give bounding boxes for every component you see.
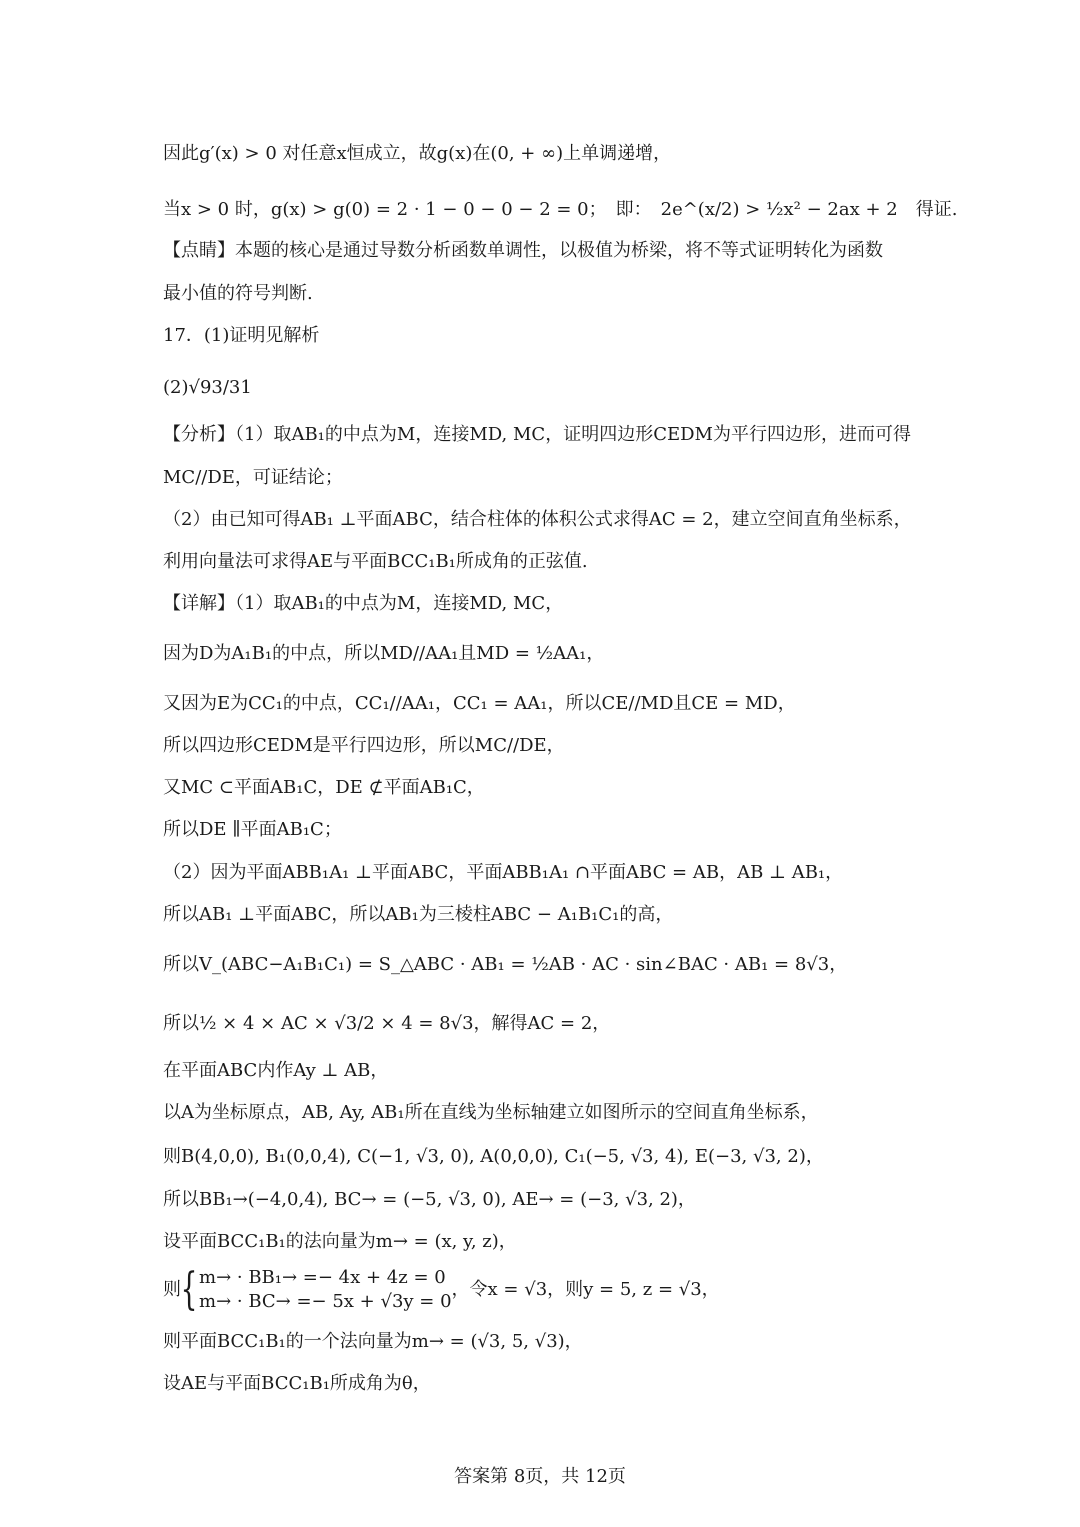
system-suffix: ，令x = √3，则y = 5, z = √3， (451, 1279, 720, 1300)
text-line-13: 又因为E为CC₁的中点，CC₁//AA₁，CC₁ = AA₁，所以CE//MD且CE = MD， (163, 693, 796, 714)
text-line-17: （2）因为平面ABB₁A₁ ⊥平面ABC，平面ABB₁A₁ ∩平面ABC = AB，AB ⊥ AB₁， (163, 862, 844, 883)
text-line-26: 则平面BCC₁B₁的一个法向量为m→ = (√3, 5, √3)， (163, 1331, 583, 1352)
text-line-16: 所以DE ∥平面AB₁C； (163, 819, 342, 840)
equation-system (199, 1266, 452, 1314)
text-line-2: 当x > 0 时，g(x) > g(0) = 2 · 1 − 0 − 0 − 2 = 0； 即： 2e^(x/2) > ½x² − 2ax + 2 得证. (163, 199, 958, 220)
text-line-14: 所以四边形CEDM是平行四边形，所以MC//DE， (163, 735, 565, 756)
text-line-6: (2)√93/31 (163, 377, 252, 398)
text-line-25: 设平面BCC₁B₁的法向量为m→ = (x, y, z)， (163, 1231, 517, 1252)
text-line-15: 又MC ⊂平面AB₁C，DE ⊄平面AB₁C， (163, 777, 485, 798)
system-row-1: m→ · BB₁→ =− 4x + 4z = 0 (199, 1267, 446, 1288)
text-line-9: （2）由已知可得AB₁ ⊥平面ABC，结合柱体的体积公式求得AC = 2，建立空间直角坐标系， (163, 509, 912, 530)
system-row-2: m→ · BC→ =− 5x + √3y = 0 (199, 1291, 452, 1312)
text-line-20: 所以½ × 4 × AC × √3/2 × 4 = 8√3，解得AC = 2， (163, 1013, 611, 1034)
system-prefix: 则 (163, 1279, 181, 1300)
text-line-19: 所以V_(ABC−A₁B₁C₁) = S_△ABC · AB₁ = ½AB · AC · sin∠BAC · AB₁ = 8√3， (163, 954, 848, 975)
text-line-11: 【详解】（1）取AB₁的中点为M，连接MD, MC， (163, 593, 564, 614)
text-line-23: 则B(4,0,0), B₁(0,0,4), C(−1, √3, 0), A(0,0,0), C₁(−5, √3, 4), E(−3, √3, 2)， (163, 1146, 824, 1167)
text-line-10: 利用向量法可求得AE与平面BCC₁B₁所成角的正弦值. (163, 551, 588, 572)
text-line-21: 在平面ABC内作Ay ⊥ AB， (163, 1060, 389, 1081)
text-line-22: 以A为坐标原点，AB, Ay, AB₁所在直线为坐标轴建立如图所示的空间直角坐标系， (163, 1102, 819, 1123)
text-line-3: 【点睛】本题的核心是通过导数分析函数单调性，以极值为桥梁，将不等式证明转化为函数 (163, 240, 883, 261)
left-brace-icon: { (180, 1264, 198, 1315)
text-line-7: 【分析】（1）取AB₁的中点为M，连接MD, MC，证明四边形CEDM为平行四边形，进而可得 (163, 424, 911, 445)
page-footer: 答案第 8页，共 12页 (454, 1466, 626, 1487)
equation-system-line (163, 1264, 923, 1316)
text-line-18: 所以AB₁ ⊥平面ABC，所以AB₁为三棱柱ABC − A₁B₁C₁的高， (163, 904, 674, 925)
text-line-8: MC//DE，可证结论； (163, 467, 343, 488)
text-line-1: 因此g′(x) > 0 对任意x恒成立，故g(x)在(0, + ∞)上单调递增， (163, 143, 672, 164)
text-line-27: 设AE与平面BCC₁B₁所成角为θ， (163, 1373, 431, 1394)
text-line-4: 最小值的符号判断. (163, 283, 313, 304)
text-line-5: 17．(1)证明见解析 (163, 325, 320, 346)
text-line-12: 因为D为A₁B₁的中点，所以MD//AA₁且MD = ½AA₁， (163, 643, 605, 664)
text-line-24: 所以BB₁→(−4,0,4), BC→ = (−5, √3, 0), AE→ = (−3, √3, 2)， (163, 1189, 696, 1210)
